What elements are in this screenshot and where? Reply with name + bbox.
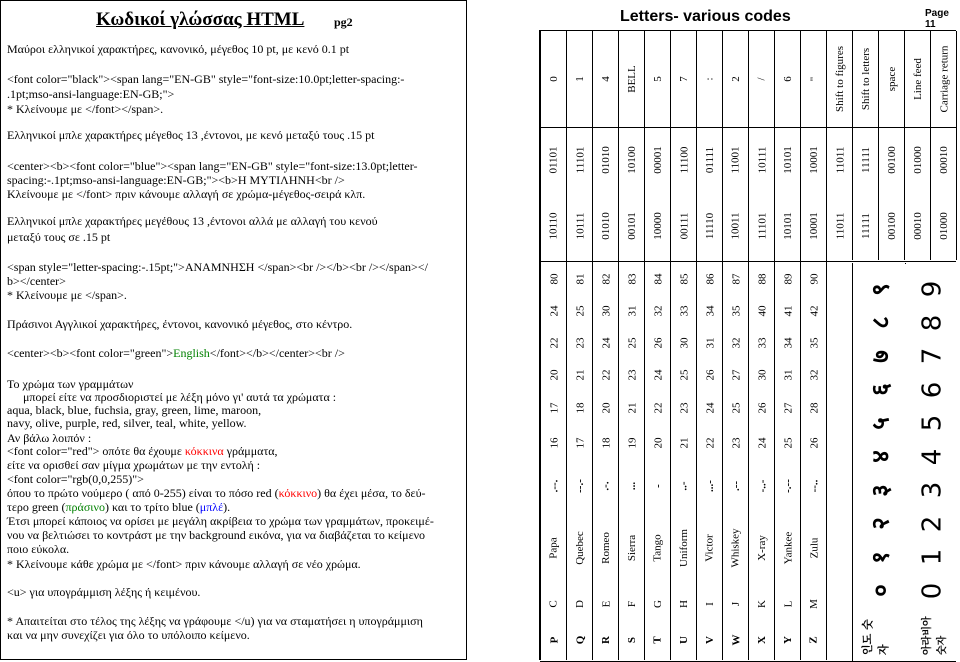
number-cell: 32: [730, 337, 742, 349]
number-cell: 35: [730, 305, 742, 317]
figure-cell: 1: [574, 76, 586, 82]
code-cell-b: 11101: [756, 212, 768, 240]
number-cell: 80: [548, 273, 560, 285]
figure-cell: Line feed: [912, 58, 924, 100]
morse-cell: -..-: [755, 479, 768, 493]
letter2-cell: F: [626, 600, 638, 608]
letter2-cell: K: [755, 600, 768, 608]
arabic-digit: 3: [916, 481, 947, 499]
figure-cell: 6: [782, 76, 794, 82]
code-cell-a: 11101: [574, 146, 586, 174]
code-cell-a: 11001: [730, 146, 742, 174]
code-line: spacing:-.1pt;mso-ansi-language:EN-GB;"><b>Η ΜΥΤΙΛΗΝΗ<br />: [7, 173, 345, 187]
number-cell: 86: [704, 273, 716, 285]
number-cell: 41: [782, 305, 794, 317]
page-number-right: Page 11: [925, 8, 949, 30]
figure-cell: space: [886, 66, 898, 92]
letter-cell: Q: [574, 635, 586, 645]
code-cell-b: 00100: [886, 212, 898, 240]
number-cell: 34: [704, 305, 716, 317]
code-cell-a: 01111: [704, 146, 716, 174]
code-cell-a: 11100: [678, 146, 690, 174]
code-cell-b: 01010: [600, 212, 612, 240]
number-cell: 27: [730, 369, 742, 381]
number-cell: 26: [704, 369, 716, 381]
number-cell: 30: [600, 305, 612, 317]
indian-digit: ८: [866, 316, 895, 329]
arabic-digit: 2: [916, 515, 947, 532]
number-cell: 19: [626, 437, 638, 449]
number-cell: 23: [678, 402, 690, 414]
number-cell: 35: [808, 337, 820, 349]
indian-digit: ५: [866, 416, 895, 430]
number-cell: 17: [574, 437, 586, 449]
arabic-digit: 1: [916, 548, 947, 566]
number-cell: 22: [704, 437, 716, 449]
morse-cell: -: [651, 484, 664, 488]
number-cell: 87: [730, 273, 742, 285]
number-cell: 24: [600, 337, 612, 349]
letter-cell: U: [677, 636, 690, 644]
paragraph: και να μην συνεχίζει για όλο το υπόλοιπο κείμενο.: [7, 628, 250, 642]
phonetic-word-cell: Zulu: [808, 537, 820, 559]
phonetic-word-cell: Sierra: [626, 534, 639, 562]
letter-cell: Y: [781, 636, 794, 644]
section-heading-blue-spacing: Ελληνικοί μπλε χαρακτήρες μεγέθους 13 ,έντονοι αλλά με αλλαγή του κενού: [7, 214, 378, 228]
number-cell: 27: [782, 402, 794, 414]
number-cell: 25: [678, 369, 690, 381]
paragraph: Έτσι μπορεί κάποιος να ορίσει με μεγάλη ακρίβεια το χρώμα των γραμμάτων, προκειμέ-: [7, 514, 434, 528]
letter-cell: S: [626, 636, 638, 644]
letter2-cell: G: [651, 600, 664, 608]
figure-cell: BELL: [626, 65, 638, 93]
left-header: [1, 9, 466, 31]
letter2-cell: J: [730, 601, 742, 607]
number-cell: 22: [600, 369, 612, 381]
code-cell-a: 00001: [652, 146, 664, 174]
number-cell: 33: [678, 305, 690, 317]
number-cell: 23: [626, 369, 638, 381]
paragraph: * Κλείνουμε κάθε χρώμα με </font> πριν κάνουμε αλλαγή σε νέο χρώμα.: [7, 557, 361, 571]
indian-digit: ७: [866, 349, 895, 363]
number-cell: 40: [756, 305, 768, 317]
code-line: <center><b><font color="green">English</font></b></center><br />: [7, 346, 345, 360]
number-cell: 24: [548, 305, 560, 317]
number-cell: 25: [730, 402, 742, 414]
code-cell-b: 10001: [808, 212, 820, 240]
code-cell-b: 11111: [860, 213, 872, 239]
indian-digit: ४: [866, 450, 895, 463]
phonetic-word-cell: Whiskey: [730, 528, 743, 568]
code-line: <span style="letter-spacing:-.15pt;">ΑΝΑΜΝΗΣΗ </span><br /></b><br /></span></: [7, 260, 428, 274]
number-cell: 16: [548, 437, 560, 449]
number-cell: 18: [574, 402, 586, 414]
code-cell-b: 11011: [834, 212, 846, 240]
number-cell: 31: [704, 337, 716, 349]
number-cell: 20: [600, 402, 612, 414]
indian-digit: ६: [866, 383, 895, 396]
number-cell: 33: [756, 337, 768, 349]
letter-cell: T: [652, 636, 664, 644]
right-page: [530, 0, 960, 660]
grid-hline: [540, 127, 956, 128]
number-cell: 24: [704, 402, 716, 414]
panel-divider: [905, 263, 906, 264]
code-cell-a: 11011: [834, 146, 846, 174]
code-cell-b: 00111: [678, 212, 690, 240]
phonetic-word-cell: X-ray: [756, 535, 768, 561]
arabic-digit: 8: [916, 314, 947, 331]
code-cell-a: 00100: [886, 146, 898, 174]
number-cell: 30: [678, 337, 690, 349]
morse-cell: --..: [807, 479, 820, 493]
paragraph: navy, olive, purple, red, silver, teal, white, yellow.: [7, 416, 247, 430]
number-cell: 31: [626, 305, 638, 317]
code-cell-a: 10100: [626, 146, 638, 174]
paragraph: * Απαιτείται στο τέλος της λέξης να γράφουμε </u) για να σταματήσει η υπογράμμιση: [7, 614, 423, 628]
figure-cell: 7: [678, 76, 690, 82]
number-cell: 88: [756, 273, 768, 285]
page-title: Κωδικοί γλώσσας HTML: [96, 9, 305, 30]
arabic-digits-label: 아라비아 숫자: [922, 616, 948, 655]
letter-cell: X: [755, 636, 768, 644]
letter-cell: P: [547, 636, 560, 644]
phonetic-word-cell: Papa: [547, 537, 560, 559]
code-cell-b: 10011: [730, 212, 742, 240]
arabic-digit: 7: [916, 347, 947, 365]
number-cell: 21: [678, 437, 690, 449]
arabic-digit: 4: [916, 448, 947, 465]
number-cell: 24: [652, 369, 664, 381]
number-cell: 23: [574, 337, 586, 349]
code-cell-a: 00010: [938, 146, 950, 174]
number-cell: 34: [782, 337, 794, 349]
figure-cell: ": [808, 76, 820, 82]
morse-cell: -.--: [782, 479, 794, 493]
digit-scripts-panel: [852, 263, 956, 661]
morse-cell: ..-: [677, 481, 690, 491]
paragraph: ποιο εύκολα.: [7, 542, 70, 556]
indian-digit: २: [866, 517, 895, 530]
phonetic-word-cell: Tango: [652, 534, 664, 562]
code-cell-a: 01000: [912, 146, 924, 174]
code-note: * Κλείνουμε με </span>.: [7, 288, 127, 302]
paragraph: μπορεί είτε να προσδιοριστεί με λέξη μόνο γι' αυτά τα χρώματα :: [23, 390, 337, 404]
number-cell: 21: [626, 402, 638, 414]
number-cell: 17: [548, 402, 560, 414]
code-line: b></center>: [7, 274, 66, 288]
arabic-digit: 0: [916, 582, 947, 599]
page-number: pg2: [334, 15, 353, 29]
letter-cell: V: [703, 636, 716, 644]
number-cell: 23: [730, 437, 742, 449]
letter-cell: W: [730, 634, 742, 646]
indian-digit: ३: [866, 483, 895, 497]
arabic-digit: 6: [916, 381, 947, 398]
number-cell: 26: [652, 337, 664, 349]
indian-digits-label: 인도 숫자: [861, 619, 890, 655]
section-heading-blue-spacing-cont: μεταξύ τους σε .15 pt: [7, 230, 111, 244]
morse-cell: ...-: [703, 480, 716, 492]
section-heading-green: Πράσινοι Αγγλικοί χαρακτήρες, έντονοι, κανονικό μέγεθος, στο κέντρο.: [7, 317, 353, 331]
indian-digit: ०: [866, 584, 895, 597]
arabic-digit: 5: [916, 414, 947, 432]
phonetic-word-cell: Uniform: [678, 529, 691, 567]
codes-table: [539, 30, 956, 660]
code-cell-a: 10001: [808, 146, 820, 174]
number-cell: 21: [574, 369, 586, 381]
number-cell: 30: [756, 369, 768, 381]
number-cell: 31: [782, 369, 794, 381]
number-cell: 24: [756, 437, 768, 449]
number-cell: 25: [574, 305, 586, 317]
number-cell: 90: [808, 273, 820, 285]
paragraph: aqua, black, blue, fuchsia, gray, green, lime, maroon,: [7, 403, 262, 417]
number-cell: 84: [652, 273, 664, 285]
number-cell: 32: [808, 369, 820, 381]
code-cell-a: 11111: [860, 147, 872, 173]
morse-cell: .-.: [599, 481, 612, 491]
number-cell: 89: [782, 273, 794, 285]
figure-cell: 4: [600, 76, 612, 82]
letter2-cell: H: [677, 600, 690, 608]
number-cell: 20: [652, 437, 664, 449]
code-cell-b: 10110: [548, 212, 560, 240]
paragraph: <font color="red"> οπότε θα έχουμε κόκκινα γράμματα,: [7, 444, 278, 458]
morse-cell: ...: [626, 481, 638, 491]
phonetic-word-cell: Quebec: [574, 531, 586, 565]
letter2-cell: E: [599, 600, 612, 608]
figure-cell: 2: [730, 76, 742, 82]
letter2-cell: C: [548, 600, 560, 608]
paragraph: όπου το πρώτο νούμερο ( από 0-255) είναι το πόσο red (κόκκινο) θα έχει μέσα, το δεύ-: [7, 486, 426, 500]
phonetic-word-cell: Yankee: [782, 531, 794, 565]
figure-cell: :: [704, 77, 716, 81]
number-cell: 82: [600, 273, 612, 285]
code-cell-b: 00010: [912, 212, 924, 240]
number-cell: 22: [652, 402, 664, 414]
section-heading-underline: <u> για υπογράμμιση λέξης ή κειμένου.: [7, 585, 201, 599]
figure-cell: Carriage return: [938, 45, 951, 113]
code-cell-b: 10111: [574, 212, 586, 240]
code-note: * Κλείνουμε με </font></span>.: [7, 102, 164, 116]
number-cell: 83: [626, 273, 638, 285]
figure-cell: Shift to letters: [860, 47, 873, 111]
paragraph: νου να βελτιώσει το κοντράστ με την background εικόνα, για να διαβάζεται το κείμενο: [7, 528, 426, 542]
code-cell-b: 10101: [782, 212, 794, 240]
code-cell-a: 01101: [548, 146, 560, 174]
paragraph: Αν βάλω λοιπόν :: [7, 431, 92, 445]
morse-cell: --.-: [574, 479, 586, 493]
figure-cell: Shift to figures: [834, 46, 846, 112]
morse-cell: .--: [729, 480, 742, 492]
figure-cell: 0: [548, 76, 560, 82]
code-cell-a: 10111: [756, 146, 768, 174]
letter-cell: R: [599, 636, 612, 644]
morse-cell: .--.: [547, 479, 560, 493]
code-cell-b: 00101: [626, 212, 638, 240]
paragraph: τερο green (πράσινο) και το τρίτο blue (μπλέ).: [7, 500, 231, 514]
number-cell: 28: [808, 402, 820, 414]
paragraph: Το χρώμα των γραμμάτων: [7, 377, 134, 391]
indian-digit: १: [866, 550, 895, 564]
arabic-digit: 9: [916, 280, 947, 298]
figure-cell: 5: [652, 76, 664, 82]
number-cell: 85: [678, 273, 690, 285]
code-line: .1pt;mso-ansi-language:EN-GB;">: [7, 87, 175, 101]
number-cell: 26: [808, 437, 820, 449]
code-line: <font color="black"><span lang="EN-GB" style="font-size:10.0pt;letter-spacing:-: [7, 72, 405, 86]
indian-digit: ९: [866, 282, 895, 296]
letter2-cell: M: [808, 599, 820, 609]
number-cell: 22: [548, 337, 560, 349]
paragraph: είτε να ορισθεί σαν μίγμα χρωμάτων με την εντολή :: [7, 458, 261, 472]
code-cell-a: 01010: [600, 146, 612, 174]
phonetic-word-cell: Victor: [704, 534, 717, 562]
number-cell: 81: [574, 273, 586, 285]
paragraph: <font color="rgb(0,0,255)">: [7, 472, 144, 486]
grid-hline: [540, 261, 956, 262]
number-cell: 20: [548, 369, 560, 381]
letter2-cell: D: [573, 600, 586, 608]
letter2-cell: L: [781, 600, 794, 608]
letter2-cell: I: [703, 602, 716, 606]
table-title: Letters- various codes: [620, 8, 791, 25]
code-cell-b: 10000: [652, 212, 664, 240]
number-cell: 26: [756, 402, 768, 414]
code-cell-a: 10101: [782, 146, 794, 174]
number-cell: 18: [600, 437, 612, 449]
figure-cell: /: [756, 77, 768, 81]
number-cell: 25: [782, 437, 794, 449]
code-cell-b: 01000: [938, 212, 950, 240]
section-heading-blue: Ελληνικοί μπλε χαρακτήρες μέγεθος 13 ,έντονοι, με κενό μεταξύ τους .15 pt: [7, 128, 375, 142]
code-line: <center><b><font color="blue"><span lang="EN-GB" style="font-size:13.0pt;letter-: [7, 159, 418, 173]
number-cell: 25: [626, 337, 638, 349]
code-note: Κλείνουμε με </font> πριν κάνουμε αλλαγή σε χρώμα-μέγεθος-σειρά κλπ.: [7, 187, 366, 201]
number-cell: 42: [808, 305, 820, 317]
left-page: [0, 0, 467, 660]
number-cell: 32: [652, 305, 664, 317]
phonetic-word-cell: Romeo: [600, 532, 612, 564]
section-heading-black: Μαύροι ελληνικοί χαρακτήρες, κανονικό, μέγεθος 10 pt, με κενό 0.1 pt: [7, 42, 350, 56]
letter-cell: Z: [808, 636, 820, 644]
code-cell-b: 11110: [704, 212, 716, 240]
